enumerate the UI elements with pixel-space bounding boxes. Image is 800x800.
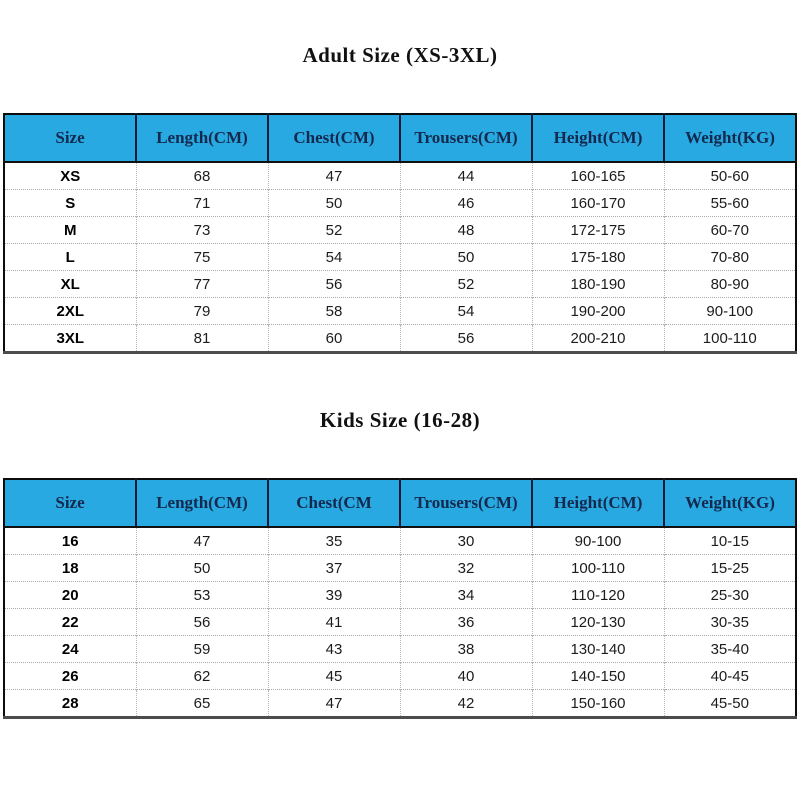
table-row <box>4 162 796 190</box>
value-cell: 54 <box>268 244 400 271</box>
value-cell: 52 <box>400 271 532 298</box>
value-cell: 56 <box>268 271 400 298</box>
value-cell: 160-170 <box>532 190 664 217</box>
value-cell: 48 <box>400 217 532 244</box>
column-header-height: Height(CM) <box>532 479 664 527</box>
table-row <box>4 217 796 244</box>
size-cell: XL <box>4 271 136 298</box>
value-cell: 59 <box>136 636 268 663</box>
size-cell: 3XL <box>4 325 136 353</box>
value-cell: 65 <box>136 690 268 718</box>
table-row <box>4 244 796 271</box>
value-cell: 77 <box>136 271 268 298</box>
value-cell: 38 <box>400 636 532 663</box>
value-cell: 75 <box>136 244 268 271</box>
value-cell: 35 <box>268 527 400 555</box>
value-cell: 45 <box>268 663 400 690</box>
value-cell: 140-150 <box>532 663 664 690</box>
value-cell: 50 <box>400 244 532 271</box>
column-header-height: Height(CM) <box>532 114 664 162</box>
size-cell: 2XL <box>4 298 136 325</box>
value-cell: 47 <box>268 690 400 718</box>
value-cell: 56 <box>136 609 268 636</box>
table-row <box>4 555 796 582</box>
value-cell: 68 <box>136 162 268 190</box>
value-cell: 120-130 <box>532 609 664 636</box>
value-cell: 30 <box>400 527 532 555</box>
value-cell: 58 <box>268 298 400 325</box>
value-cell: 110-120 <box>532 582 664 609</box>
table-row <box>4 636 796 663</box>
size-cell: 22 <box>4 609 136 636</box>
value-cell: 200-210 <box>532 325 664 353</box>
table-row <box>4 582 796 609</box>
column-header-length: Length(CM) <box>136 114 268 162</box>
size-cell: 24 <box>4 636 136 663</box>
value-cell: 130-140 <box>532 636 664 663</box>
column-header-weight: Weight(KG) <box>664 479 796 527</box>
value-cell: 32 <box>400 555 532 582</box>
size-cell: 16 <box>61 532 79 550</box>
value-cell: 90-100 <box>532 527 664 555</box>
value-cell: 42 <box>400 690 532 718</box>
size-cell: L <box>4 244 136 271</box>
value-cell: 43 <box>268 636 400 663</box>
value-cell: 80-90 <box>664 271 796 298</box>
column-header-size: Size <box>4 479 136 527</box>
column-header-trousers: Trousers(CM) <box>400 479 532 527</box>
value-cell: 39 <box>268 582 400 609</box>
value-cell: 56 <box>400 325 532 353</box>
adult-header-row <box>4 114 796 162</box>
value-cell: 40 <box>400 663 532 690</box>
column-header-length: Length(CM) <box>136 479 268 527</box>
value-cell: 55-60 <box>664 190 796 217</box>
table-row <box>4 271 796 298</box>
value-cell: 81 <box>136 325 268 353</box>
value-cell: 44 <box>400 162 532 190</box>
table-row <box>4 190 796 217</box>
value-cell: 90-100 <box>664 298 796 325</box>
size-cell: 26 <box>4 663 136 690</box>
value-cell: 73 <box>136 217 268 244</box>
value-cell: 50 <box>268 190 400 217</box>
value-cell: 150-160 <box>532 690 664 718</box>
value-cell: 70-80 <box>664 244 796 271</box>
value-cell: 25-30 <box>664 582 796 609</box>
column-header-weight: Weight(KG) <box>664 114 796 162</box>
size-cell: XS <box>60 167 81 185</box>
value-cell: 45-50 <box>664 690 796 718</box>
value-cell: 53 <box>136 582 268 609</box>
value-cell: 160-165 <box>532 162 664 190</box>
value-cell: 79 <box>136 298 268 325</box>
value-cell: 10-15 <box>664 527 796 555</box>
value-cell: 175-180 <box>532 244 664 271</box>
value-cell: 50-60 <box>664 162 796 190</box>
table-row <box>4 298 796 325</box>
value-cell: 36 <box>400 609 532 636</box>
column-header-chest: Chest(CM <box>268 479 400 527</box>
adult-size-table <box>3 113 797 354</box>
column-header-trousers: Trousers(CM) <box>400 114 532 162</box>
value-cell: 35-40 <box>664 636 796 663</box>
size-cell: S <box>4 190 136 217</box>
value-cell: 190-200 <box>532 298 664 325</box>
value-cell: 180-190 <box>532 271 664 298</box>
size-cell: M <box>4 217 136 244</box>
value-cell: 40-45 <box>664 663 796 690</box>
kids-size-table <box>3 478 797 719</box>
value-cell: 100-110 <box>664 325 796 353</box>
value-cell: 54 <box>400 298 532 325</box>
kids-table-body <box>4 527 796 718</box>
value-cell: 37 <box>268 555 400 582</box>
column-header-chest: Chest(CM) <box>268 114 400 162</box>
table-row <box>4 325 796 353</box>
value-cell: 47 <box>268 162 400 190</box>
value-cell: 47 <box>136 527 268 555</box>
value-cell: 71 <box>136 190 268 217</box>
value-cell: 41 <box>268 609 400 636</box>
size-cell: 18 <box>4 555 136 582</box>
value-cell: 172-175 <box>532 217 664 244</box>
size-cell: 28 <box>4 690 136 718</box>
value-cell: 62 <box>136 663 268 690</box>
value-cell: 34 <box>400 582 532 609</box>
table-row <box>4 609 796 636</box>
table-row <box>4 527 796 555</box>
table-row <box>4 690 796 718</box>
adult-table-body <box>4 162 796 353</box>
value-cell: 60 <box>268 325 400 353</box>
column-header-size: Size <box>4 114 136 162</box>
adult-size-title: Adult Size (XS-3XL) <box>302 43 498 67</box>
value-cell: 52 <box>268 217 400 244</box>
value-cell: 60-70 <box>664 217 796 244</box>
value-cell: 30-35 <box>664 609 796 636</box>
value-cell: 100-110 <box>532 555 664 582</box>
table-row <box>4 663 796 690</box>
kids-header-row <box>4 479 796 527</box>
value-cell: 50 <box>136 555 268 582</box>
kids-size-title: Kids Size (16-28) <box>319 408 481 432</box>
value-cell: 15-25 <box>664 555 796 582</box>
value-cell: 46 <box>400 190 532 217</box>
size-cell: 20 <box>4 582 136 609</box>
